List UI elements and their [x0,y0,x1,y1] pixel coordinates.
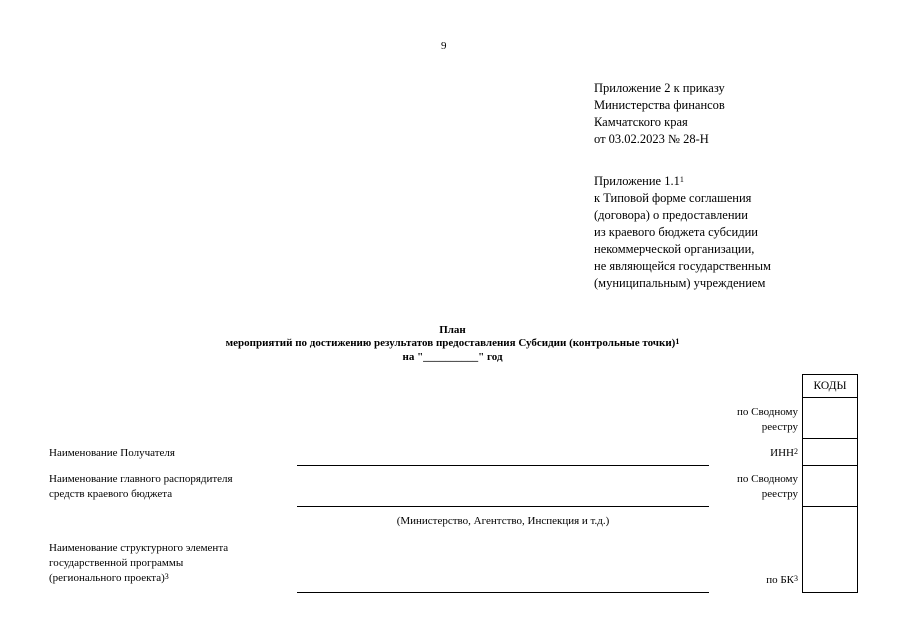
appendix-1-1-line: Приложение $1.1^1$ [594,174,684,188]
appendix-2-line: Камчатского края [594,115,688,129]
appendix-1-1-heading [594,173,771,292]
label-bk: по $БК^3$ [766,574,798,586]
appendix-1-1-line: к Типовой форме соглашения [594,191,752,205]
document-subtitle: мероприятий по достижению результатов предоставления Субсидии (контрольные точки)$^1$ [225,337,680,349]
appendix-2-line: Приложение 2 к приказу [594,81,725,95]
appendix-1-1-line: из краевого бюджета субсидии [594,225,758,239]
appendix-2-line: от 03.02.2023 № 28-Н [594,132,709,146]
footnote-mark: 3 [794,574,798,583]
appendix-1-1-line: (муниципальным) учреждением [594,276,766,290]
code-cell-inn[interactable] [802,438,858,466]
footnote-mark: 3 [164,572,169,581]
administrator-name-line[interactable] [297,506,709,507]
structural-element-line[interactable] [297,592,709,593]
label-svod-reestr-2: по Сводному реестру [736,473,798,500]
recipient-name-line[interactable] [297,465,709,466]
codes-header: КОДЫ [802,374,858,398]
appendix-1-1-line: (договора) о предоставлении [594,208,748,222]
code-cell-svod-2[interactable] [802,465,858,507]
ministry-hint: (Министерство, Агентство, Инспекция и т.д.) [396,515,610,527]
appendix-2-line: Министерства финансов [594,98,725,112]
label-svod-reestr-1: по Сводному реестру [736,406,798,433]
page-number: 9 [441,40,447,52]
appendix-1-1-line: не являющейся государственным [594,259,771,273]
document-title: План [439,324,466,336]
label-recipient: Наименование Получателя [49,447,175,459]
code-cell-bk[interactable] [802,506,858,593]
footnote-mark: 2 [794,447,798,456]
label-inn: ИНН$^2$ [770,447,798,459]
appendix-2-heading [594,80,725,148]
document-year-line: на "__________" год [402,351,503,363]
label-main-administrator: Наименование главного распорядителя средств краевого бюджета [49,473,233,500]
footnote-mark: 1 [675,337,680,346]
label-structural-element: Наименование структурного элемента государственной программы (регионального проекта)$^3$ [49,542,229,584]
code-cell-svod-1[interactable] [802,397,858,439]
appendix-1-1-line: некоммерческой организации, [594,242,755,256]
footnote-mark: 1 [679,175,684,184]
